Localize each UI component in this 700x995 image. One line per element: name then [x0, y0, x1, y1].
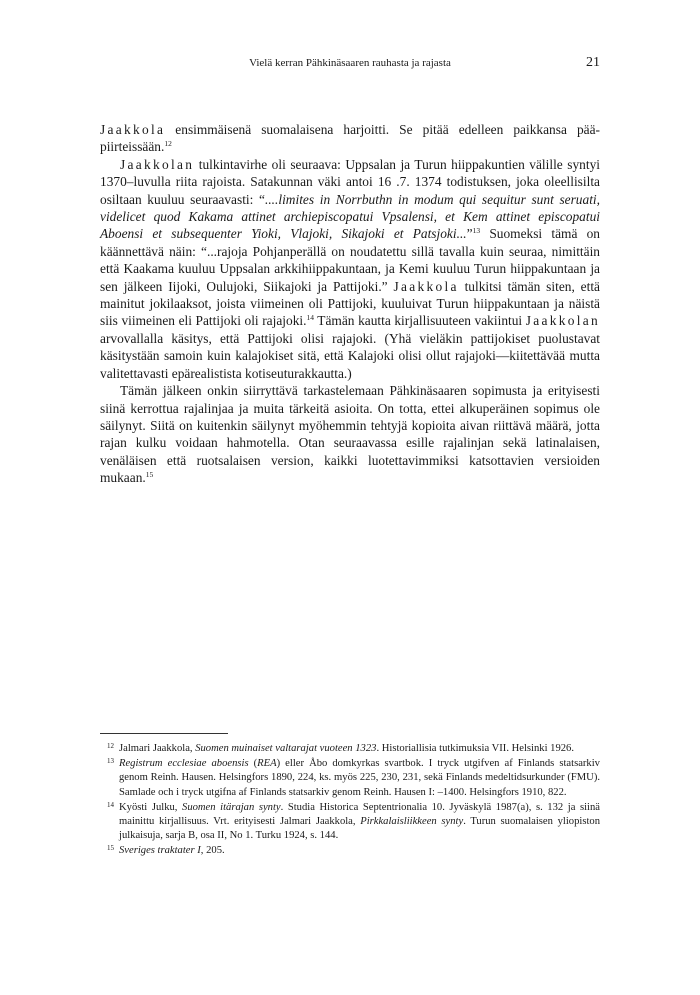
text-run: ensimmäisenä suomalaisena harjoitti. Se pitää edelleen paikkansa pääpiirteissään. — [100, 122, 600, 155]
footnotes — [100, 742, 600, 860]
footnote-ref-12: 12 — [164, 139, 172, 149]
text-run: . Turun suomalaisen yliopiston julkaisuja, sarja B, osa II, No 1. Turku 1924, s. 144. — [119, 816, 600, 842]
latin-quote: ....limites in Norrbuthn in modum qui sequitur sunt seruati, videlicet quod Kakama attinet archiepiscopatui Vpsalensi, et Kem attinet episcopatui Aboensi et subsequenter Yioki, Vlajoki, Sikajoki et Patsjoki... — [100, 191, 600, 242]
footnote-12 — [100, 742, 600, 756]
footnote-ref-13: 13 — [472, 226, 481, 236]
text-run: ( — [248, 758, 258, 770]
footnote-number: 13 — [107, 757, 114, 766]
text-run: , 205. — [200, 845, 225, 857]
italic-title: Suomen muinaiset valtarajat vuoteen 1323 — [195, 743, 377, 754]
text-run: Tämän jälkeen onkin siirryttävä tarkastelemaan Pähkinäsaaren sopimusta ja erityisesti siinä kerrottua rajalinjaa ja muita tärkeitä asioita. On totta, ettei alkuperäinen sopimus ole säilynyt. Siitä on kuitenkin säilynyt myöhemmin tehtyjä kopioita aivan riittävä määrä, jotta rajan kulku voidaan hahmotella. Otan seuraavassa esille rajalinjan sekä latinalaisen, venäläisen että ruotsalaisen version, kaikki luotettavimmiksi katsottavien versioiden mukaan. — [100, 383, 600, 486]
italic-title: Registrum ecclesiae aboensis — [119, 758, 249, 770]
text-run: tulkintavirhe oli seuraava: Uppsalan ja Turun hiippakuntien välille syntyi 1370–luvulla riita rajoista. Satakunnan väki antoi 16 .7. 1374 todistuksen, joka oleellisilta osiltaan kuuluu seuraavasti: “ — [100, 156, 600, 207]
italic-abbrev: REA — [257, 758, 277, 770]
text-run: Kyösti Julku, — [119, 801, 183, 813]
paragraph-3 — [100, 382, 600, 486]
footnote-15 — [100, 844, 600, 858]
text-run: Jalmari Jaakkola, — [119, 743, 196, 754]
paragraph-2 — [100, 156, 600, 382]
italic-title: Pirkkalaisliikkeen synty — [360, 816, 464, 828]
spaced-name: Jaakkolan — [120, 156, 195, 172]
spaced-name: Jaakkolan — [525, 313, 600, 329]
main-text — [100, 121, 600, 487]
text-run: Suomeksi tämä on käännettävä näin: “...rajoja Pohjanperällä on noudatettu sillä tavalla kuin seuraa, nimittäin että Kaakama kuuluu Uppsalan arkkihiippakuntaan, ja Kemi kuuluu Turun hiippakuntaan ja sen jälkeen Iijoki, Oulujoki, Siikajoki ja Pattijoki.” — [100, 226, 600, 294]
footnote-13 — [100, 757, 600, 800]
text-run: Tämän kautta kirjallisuuteen vakiintui — [313, 313, 526, 329]
text-run: arvovallalla käsitys, että Pattijoki olisi rajajoki. (Yhä vieläkin pattijokiset puolustavat käsitystään samoin kuin kalajokiset sitä, että Kalajoki olisi ollut rajajoki—kiitettävää mutta valitettavasti epärealistista kotiseuturakkautta.) — [100, 330, 600, 381]
spaced-name: Jaakkola — [100, 122, 166, 137]
footnote-ref-14: 14 — [306, 313, 314, 323]
italic-title: Suomen itärajan synty — [182, 801, 281, 813]
text-run: tulkitsi tämän siten, että mainitut jokilaaksot, joista viimeinen oli Pattijoki, kuuluivat Turun hiippakuntaan ja näistä siis viimeinen eli Pattijoki oli rajajoki. — [100, 278, 600, 329]
footnote-rule — [100, 733, 228, 734]
text-run: . Historiallisia tutkimuksia VII. Helsinki 1926. — [376, 743, 574, 754]
spaced-name: Jaakkola — [393, 278, 459, 294]
text-run: ) eller Åbo domkyrkas svartbok. I tryck utgifven af Finlands statsarkiv genom Reinh. Hausen. Helsingfors 1890, 224, ks. myös 225, 230, 231, sekä Finlands medeltidsurkunder (FMU). Samlade och i tryck utgifna af Finlands statsarkiv genom Reinh. Hausen I: –1400. Helsingfors 1910, 822. — [119, 758, 600, 798]
running-header — [100, 55, 600, 75]
text-run: ” — [466, 226, 473, 242]
footnote-14 — [100, 801, 600, 844]
page-number: 21 — [586, 55, 600, 70]
paragraph-1 — [100, 121, 600, 156]
italic-title: Sveriges traktater I — [119, 845, 201, 857]
footnote-number: 12 — [107, 742, 114, 750]
footnote-ref-15: 15 — [145, 470, 154, 480]
footnote-number: 14 — [107, 800, 114, 809]
footnote-number: 15 — [107, 844, 114, 853]
text-run: . Studia Historica Septentrionalia 10. Jyväskylä 1987(a), s. 132 ja siinä mainittu kirjallisuus. Vrt. erityisesti Jalmari Jaakkola, — [119, 801, 601, 828]
running-title: Vielä kerran Pähkinäsaaren rauhasta ja rajasta — [249, 57, 451, 69]
